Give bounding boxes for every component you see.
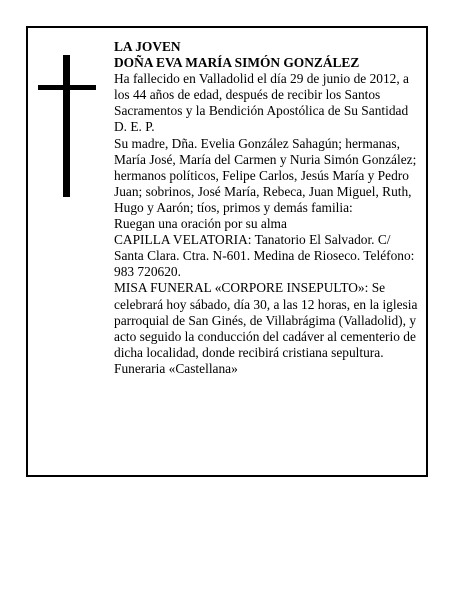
- notice-title: LA JOVEN: [114, 39, 181, 54]
- cross-vertical-bar: [63, 55, 70, 197]
- death-announcement: Ha fallecido en Valladolid el día 29 de junio de 2012, a los 44 años de edad, después de recibir los Santos Sacramentos y la Bendición Apostólica de Su Santidad D. E. P.: [114, 71, 410, 135]
- prayer-request: Ruegan una oración por su alma: [114, 216, 287, 232]
- cross-horizontal-bar: [38, 85, 96, 90]
- latin-cross-icon: [38, 55, 96, 197]
- funeral-mass-info: MISA FUNERAL «CORPORE INSEPULTO»: Se celebrará hoy sábado, día 30, a las 12 horas, en la iglesia parroquial de San Ginés, de Villabrágima (Valladolid), y acto seguido la conducción del cadáver al cementerio de dicha localidad, donde recibirá cristiana sepultura.: [114, 280, 418, 360]
- obituary-text: [114, 39, 422, 377]
- chapel-info: CAPILLA VELATORIA: Tanatorio El Salvador. C/ Santa Clara. Ctra. N-601. Medina de Rioseco. Teléfono: 983 720620.: [114, 232, 415, 280]
- deceased-name: DOÑA EVA MARÍA SIMÓN GONZÁLEZ: [114, 55, 360, 71]
- funeral-home: Funeraria «Castellana»: [114, 360, 238, 376]
- family-list: Su madre, Dña. Evelia González Sahagún; hermanas, María José, María del Carmen y Nuria Simón González; hermanos políticos, Felipe Carlos, Jesús María y Pedro Juan; sobrinos, José María, Rebeca, Juan Miguel, Ruth, Hugo y Aarón; tíos, primos y demás familia:: [114, 135, 417, 215]
